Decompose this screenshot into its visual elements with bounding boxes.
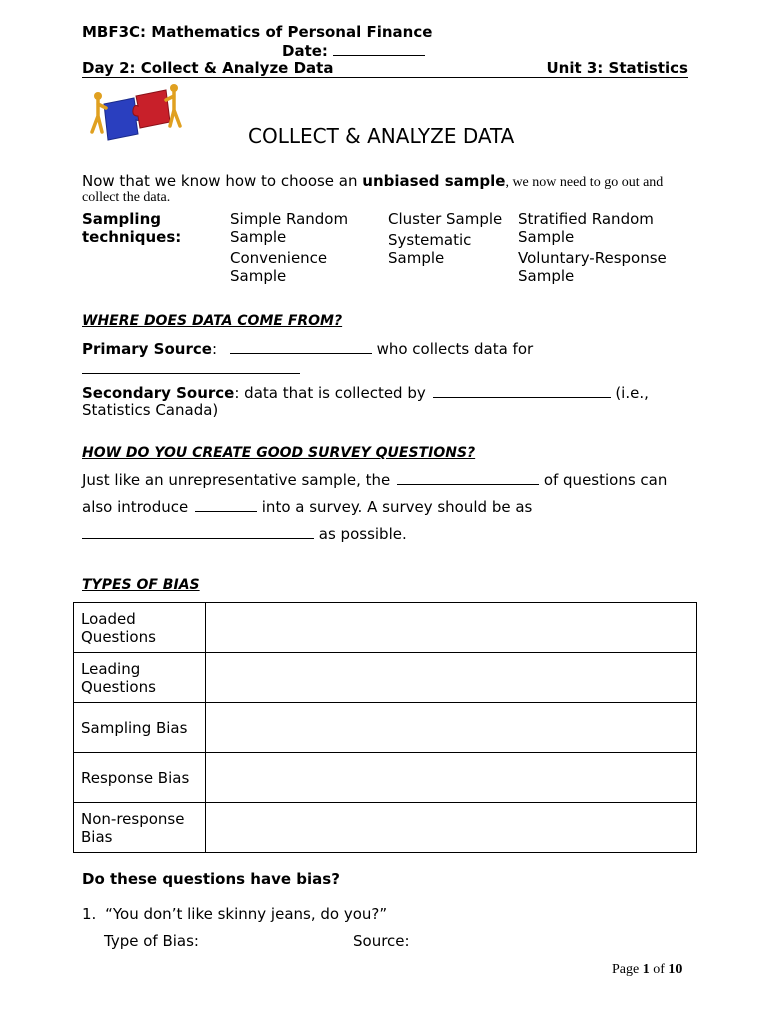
question-number: 1. [82,905,97,923]
primary-blank [230,339,372,354]
sampling-label [82,210,181,246]
secondary-line2: Statistics Canada) [82,401,219,419]
question-1 [82,905,387,923]
primary-colon: : [211,340,217,358]
intro-text [82,172,692,192]
sampling-option: Convenience [230,249,328,267]
secondary-source-line [82,383,649,402]
intro-bold: unbiased sample [362,172,506,190]
secondary-blank [433,383,611,398]
bias-answer-cell[interactable] [206,803,697,853]
table-row [74,703,697,753]
survey-blank [397,470,539,485]
primary-blank-2 [82,360,300,374]
source-label: Source: [353,932,410,950]
type-of-bias-label: Type of Bias: [104,932,199,950]
primary-source-line [82,339,533,358]
sampling-option: Cluster Sample [388,210,503,228]
primary-text: who collects data for [376,340,534,358]
sampling-col1 [230,210,348,285]
survey-text: as possible. [318,525,407,543]
unit-label: Unit 3: Statistics [546,59,688,77]
bias-type: Sampling Bias [74,703,206,753]
sampling-col2 [388,210,502,267]
intro-part1: Now that we know how to choose an [82,172,363,190]
sampling-option: Simple Random [230,210,349,228]
sampling-option: Sample [230,228,287,246]
sampling-col3 [518,210,667,285]
course-title: MBF3C: Mathematics of Personal Finance [82,23,433,41]
survey-heading: HOW DO YOU CREATE GOOD SURVEY QUESTIONS? [82,445,476,461]
puzzle-figures-logo [86,82,186,146]
survey-text: also introduce [82,498,189,516]
sampling-option: Systematic [388,231,472,249]
table-row [74,753,697,803]
page-title: COLLECT & ANALYZE DATA [248,124,515,148]
page-number: Page 1 of 10 [612,962,683,977]
bias-answer-cell[interactable] [206,653,697,703]
bias-type: Leading Questions [74,653,206,703]
table-row [74,803,697,853]
bias-heading: TYPES OF BIAS [82,577,200,593]
sampling-option: Sample [388,249,445,267]
sampling-label-1: Sampling [82,210,161,228]
survey-text: Just like an unrepresentative sample, the [82,471,391,489]
secondary-end: (i.e., [615,384,649,402]
survey-text: into a survey. A survey should be as [261,498,533,516]
where-heading: WHERE DOES DATA COME FROM? [82,313,343,329]
sampling-option: Sample [230,267,287,285]
survey-line2 [82,497,532,516]
survey-blank [195,497,257,512]
sampling-option: Sample [518,267,575,285]
sampling-option: Stratified Random [518,210,654,228]
secondary-text: : data that is collected by [234,384,426,402]
table-row [74,653,697,703]
date-label: Date: [282,42,328,60]
primary-label: Primary Source [82,340,212,358]
survey-blank [82,524,314,539]
bias-answer-cell[interactable] [206,703,697,753]
date-line [282,41,425,60]
table-row [74,603,697,653]
intro-part2: , we now need to go out and [505,175,664,190]
bias-type: Non-response Bias [74,803,206,853]
date-blank [333,41,425,56]
survey-line3 [82,524,407,543]
sampling-option: Voluntary-Response [518,249,667,267]
survey-text: of questions can [543,471,668,489]
questions-heading: Do these questions have bias? [82,870,340,888]
secondary-label: Secondary Source [82,384,235,402]
bias-answer-cell[interactable] [206,603,697,653]
bias-answer-cell[interactable] [206,753,697,803]
intro-line2: collect the data. [82,190,171,205]
sampling-label-2: techniques: [82,228,182,246]
question-text: “You don’t like skinny jeans, do you?” [105,905,388,923]
bias-type: Loaded Questions [74,603,206,653]
bias-type: Response Bias [74,753,206,803]
header-bar [82,59,688,78]
sampling-option: Sample [518,228,575,246]
survey-line1 [82,470,667,489]
day-label: Day 2: Collect & Analyze Data [82,59,334,77]
bias-table [73,602,697,853]
